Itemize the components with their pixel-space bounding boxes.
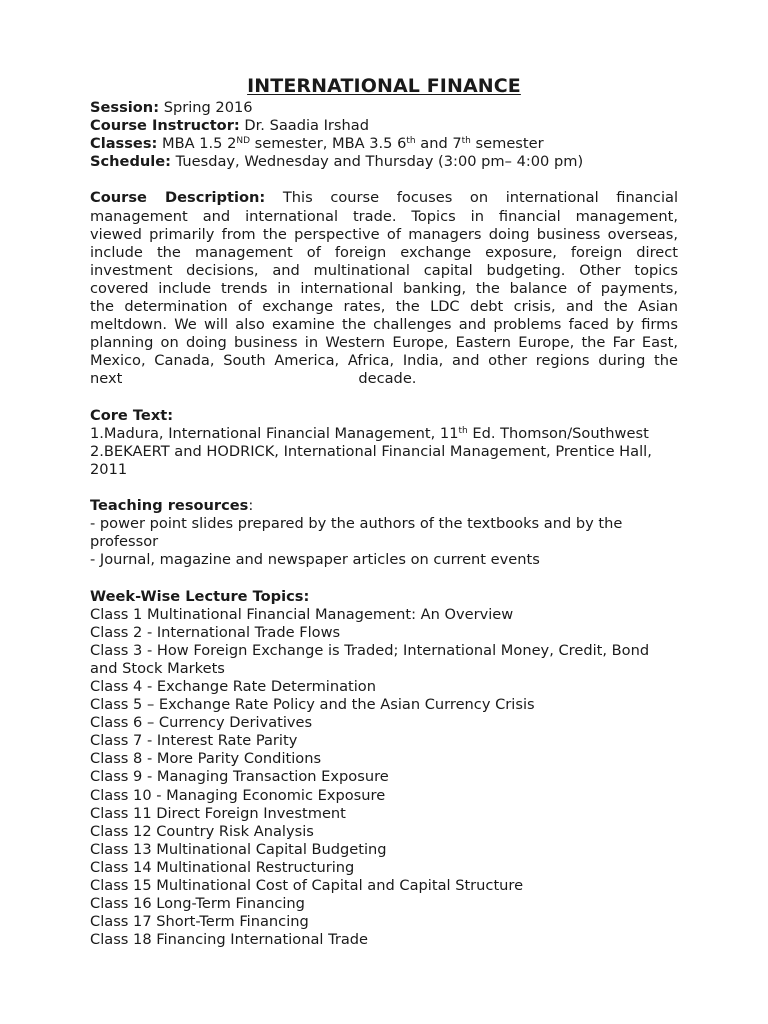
teaching-item-1: - power point slides prepared by the authors of the textbooks and by the professor bbox=[90, 515, 623, 551]
description-line: meltdown. We will also examine the challenges and problems faced by firms bbox=[90, 316, 678, 334]
list-item: Class 18 Financing International Trade bbox=[90, 931, 369, 949]
lecture-topics-heading: Week-Wise Lecture Topics: bbox=[90, 587, 310, 605]
spacer bbox=[90, 171, 678, 189]
classes-sup3: th bbox=[461, 136, 471, 147]
schedule-value: Tuesday, Wednesday and Thursday (3:00 pm– 4:00 pm) bbox=[175, 153, 584, 171]
classes-label: Classes: bbox=[90, 135, 158, 153]
description-line: include the management of foreign exchange exposure, foreign direct bbox=[90, 243, 678, 261]
teaching-item-2: - Journal, magazine and newspaper articles on current events bbox=[90, 551, 540, 569]
spacer bbox=[90, 569, 678, 587]
description-line: covered include trends in international banking, the balance of payments, bbox=[90, 279, 678, 297]
list-item: Class 12 Country Risk Analysis bbox=[90, 822, 314, 840]
core-text-item-2: 2.BEKAERT and HODRICK, International Financial Management, Prentice Hall, 2011 bbox=[90, 442, 652, 478]
list-item: Class 10 - Managing Economic Exposure bbox=[90, 786, 386, 804]
classes-line bbox=[90, 135, 678, 153]
list-item: Class 11 Direct Foreign Investment bbox=[90, 804, 346, 822]
lecture-topics-list bbox=[90, 606, 678, 950]
core-text-item-1: 1.Madura, International Financial Management, 11th Ed. Thomson/Southwest bbox=[90, 424, 649, 442]
description-line: the determination of exchange rates, the LDC debt crisis, and the Asian bbox=[90, 298, 678, 316]
schedule-label: Schedule: bbox=[90, 153, 172, 171]
list-item: Class 4 - Exchange Rate Determination bbox=[90, 678, 376, 695]
description-last-line: next decade. bbox=[90, 370, 417, 388]
session-line bbox=[90, 99, 678, 117]
instructor-line bbox=[90, 117, 678, 135]
classes-part2: semester, MBA 3.5 6 bbox=[250, 135, 407, 153]
instructor-value: Dr. Saadia Irshad bbox=[244, 117, 369, 135]
spacer bbox=[90, 389, 678, 407]
description-label: Course Description: bbox=[90, 189, 266, 207]
classes-part4: semester bbox=[470, 135, 544, 153]
document-title: INTERNATIONAL FINANCE bbox=[247, 75, 521, 97]
list-item: Class 13 Multinational Capital Budgeting bbox=[90, 840, 387, 858]
classes-part3: and 7 bbox=[415, 135, 462, 153]
list-item: Class 2 - International Trade Flows bbox=[90, 623, 341, 641]
list-item: Class 7 - Interest Rate Parity bbox=[90, 732, 298, 750]
classes-sup2: th bbox=[406, 136, 416, 147]
classes-part1: MBA 1.5 2 bbox=[162, 135, 237, 153]
description-line: Mexico, Canada, South America, Africa, India, and other regions during the bbox=[90, 352, 678, 370]
teaching-heading: Teaching resources bbox=[90, 497, 249, 515]
list-item: Class 3 - How Foreign Exchange is Traded; International Money, Credit, Bond and Stock Markets bbox=[90, 641, 650, 677]
description-line: Course Description: This course focuses on international financial bbox=[90, 189, 679, 207]
teaching-heading-line: Teaching resources: bbox=[90, 497, 254, 515]
course-description bbox=[90, 189, 678, 388]
list-item: Class 14 Multinational Restructuring bbox=[90, 858, 355, 876]
description-line: planning on doing business in Western Europe, Eastern Europe, the Far East, bbox=[90, 334, 678, 352]
spacer bbox=[90, 479, 678, 497]
description-line: viewed primarily from the perspective of managers doing business overseas, bbox=[90, 225, 678, 243]
instructor-label: Course Instructor: bbox=[90, 117, 240, 135]
list-item: Class 15 Multinational Cost of Capital and Capital Structure bbox=[90, 877, 524, 895]
session-value: Spring 2016 bbox=[163, 99, 253, 116]
description-line: management and international trade. Topics in financial management, bbox=[90, 207, 678, 225]
classes-sup1: ND bbox=[236, 136, 251, 147]
list-item: Class 5 – Exchange Rate Policy and the Asian Currency Crisis bbox=[90, 696, 535, 714]
session-label: Session: bbox=[90, 99, 160, 116]
list-item: Class 1 Multinational Financial Management: An Overview bbox=[90, 605, 514, 623]
list-item: Class 8 - More Parity Conditions bbox=[90, 750, 322, 768]
list-item: Class 17 Short-Term Financing bbox=[90, 913, 309, 931]
core-text-heading: Core Text: bbox=[90, 406, 174, 424]
document-page bbox=[90, 74, 678, 949]
list-item: Class 9 - Managing Transaction Exposure bbox=[90, 768, 389, 786]
schedule-line bbox=[90, 153, 678, 171]
list-item: Class 6 – Currency Derivatives bbox=[90, 714, 313, 732]
description-line: investment decisions, and multinational capital budgeting. Other topics bbox=[90, 261, 678, 279]
list-item: Class 16 Long-Term Financing bbox=[90, 895, 305, 913]
